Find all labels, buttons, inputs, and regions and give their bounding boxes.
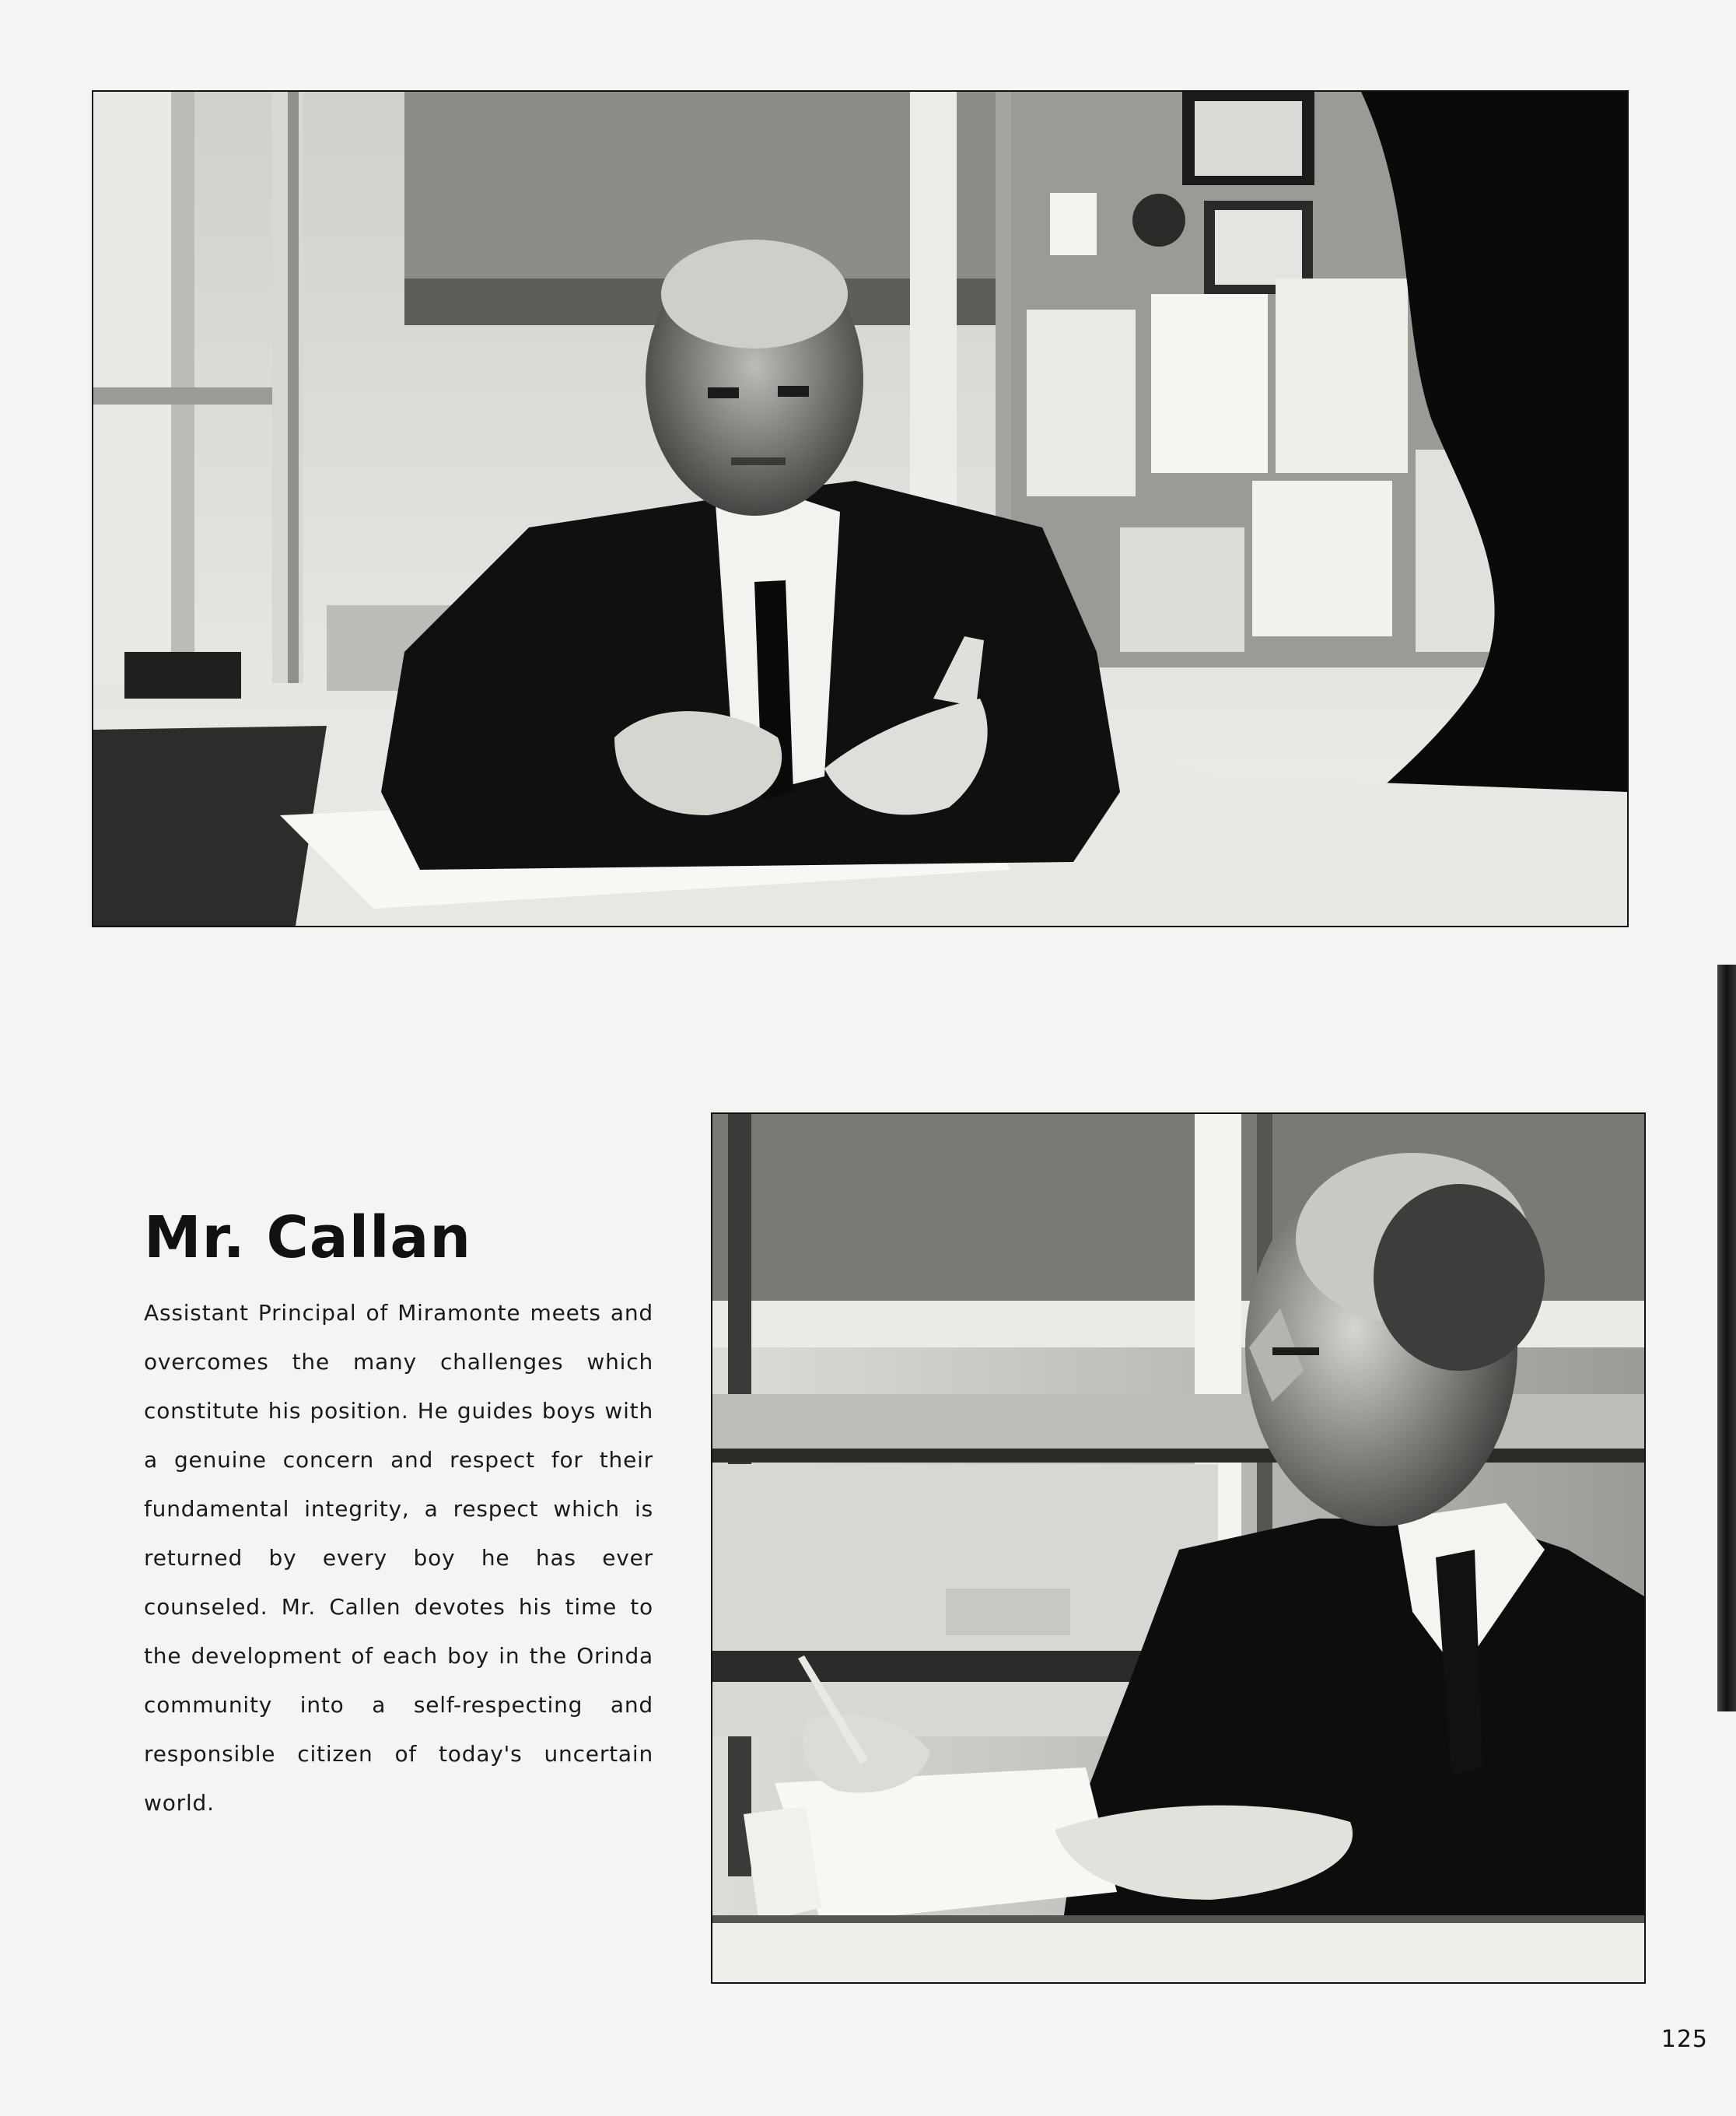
article-body: Assistant Principal of Miramonte meets and overcomes the many challenges which constitute his position. He guides boys with a genuine concern and respect for their fundamental integrity, a respect which is returned by every boy he has ever counseled. Mr. Callen devotes his time to the development of each boy in the Orinda community into a self-respecting and responsible citizen of today's uncertain world. — [144, 1300, 653, 1816]
page-number: 125 — [1661, 2026, 1708, 2053]
top-photo — [92, 90, 1629, 927]
page-title: Mr. Callan — [144, 1203, 472, 1271]
bottom-photo-image — [712, 1114, 1644, 1982]
bottom-photo — [711, 1112, 1646, 1984]
top-photo-image — [93, 92, 1627, 926]
adjacent-page-edge — [1717, 965, 1736, 1711]
